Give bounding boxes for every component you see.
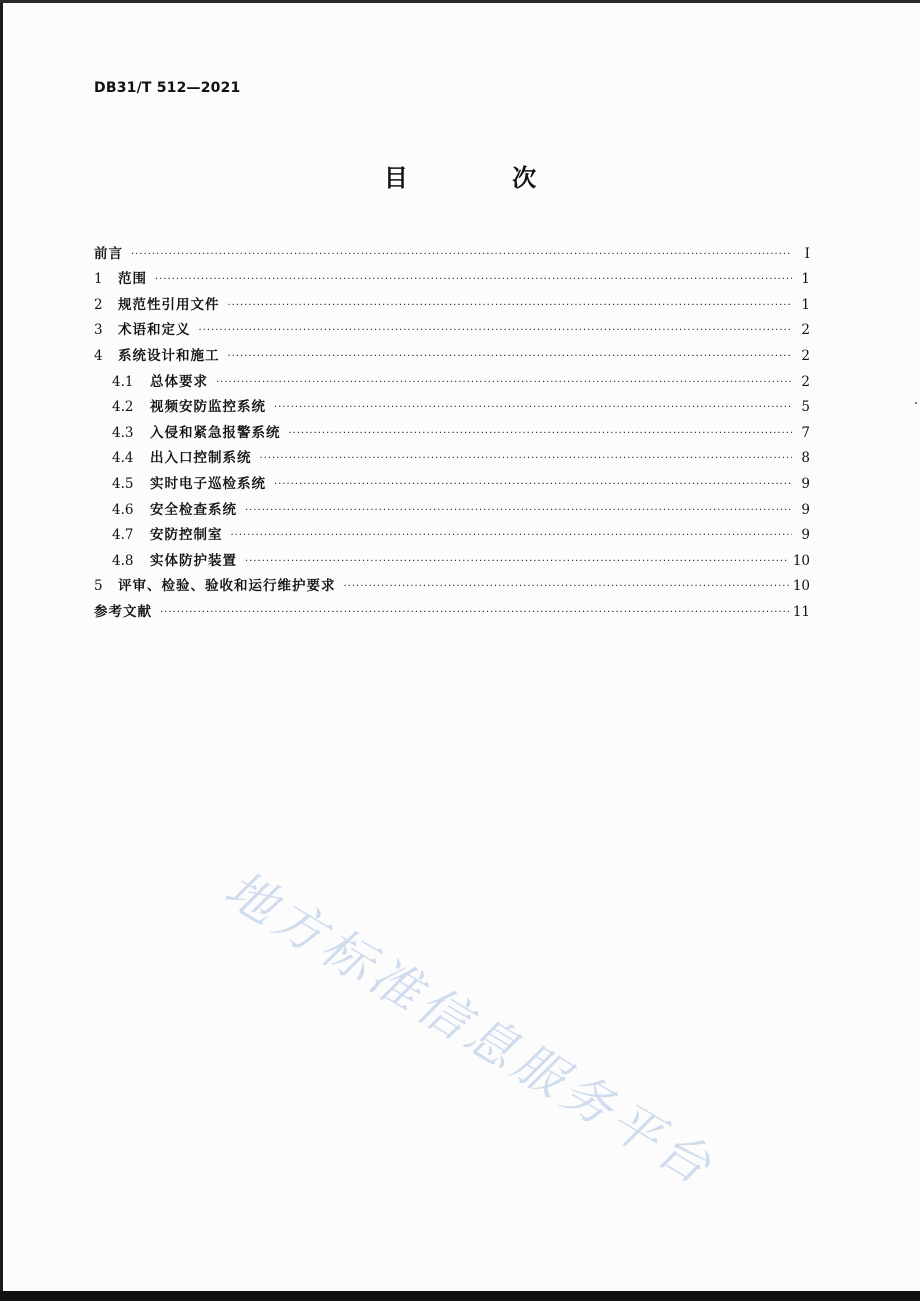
toc-dot-leader bbox=[344, 580, 789, 594]
toc-entry-title: 安防控制室 bbox=[150, 527, 223, 544]
toc-entry-page: 8 bbox=[801, 450, 810, 467]
toc-entry[interactable] bbox=[94, 390, 810, 416]
toc-dot-leader bbox=[155, 273, 792, 287]
toc-entry-number: 4.2 bbox=[112, 399, 134, 416]
toc-dot-leader bbox=[160, 606, 789, 620]
toc-entry-title: 前言 bbox=[94, 245, 123, 262]
scan-edge-left bbox=[0, 0, 3, 1301]
watermark: 地方标准信息服务平台 bbox=[215, 859, 725, 1198]
toc-entry-title: 安全检查系统 bbox=[150, 501, 237, 518]
toc-dot-leader bbox=[274, 401, 792, 415]
toc-entry[interactable] bbox=[94, 287, 810, 313]
toc-entry-number: 4.3 bbox=[112, 424, 134, 441]
toc-entry-title: 出入口控制系统 bbox=[150, 450, 252, 467]
toc-entry-number: 4.5 bbox=[112, 475, 134, 492]
toc-entry-title: 视频安防监控系统 bbox=[150, 399, 266, 416]
toc-entry-page: 1 bbox=[801, 296, 810, 313]
toc-entry-page: 9 bbox=[801, 527, 810, 544]
toc-entry-number: 4.7 bbox=[112, 527, 134, 544]
toc-entry-title: 规范性引用文件 bbox=[118, 296, 220, 313]
toc-title: 目 次 bbox=[383, 164, 585, 192]
toc-dot-leader bbox=[216, 376, 792, 390]
scan-speck bbox=[915, 402, 917, 404]
toc-entry[interactable] bbox=[94, 262, 810, 288]
toc-entry-page: 9 bbox=[801, 501, 810, 518]
toc-dot-leader bbox=[199, 324, 793, 338]
toc-dot-leader bbox=[228, 299, 793, 313]
toc-entry-number: 2 bbox=[94, 296, 103, 313]
toc-entry-number: 4.4 bbox=[112, 450, 134, 467]
toc-entry-page: 2 bbox=[801, 347, 810, 364]
toc-dot-leader bbox=[131, 248, 792, 262]
toc-entry-title: 范围 bbox=[118, 271, 147, 288]
toc-entry-number: 4.8 bbox=[112, 552, 134, 569]
scan-edge-top bbox=[0, 0, 920, 3]
toc-entry-page: 2 bbox=[801, 373, 810, 390]
toc-entry-number: 4 bbox=[94, 347, 103, 364]
scan-edge-bottom bbox=[0, 1291, 920, 1301]
toc-entry-title: 总体要求 bbox=[150, 373, 208, 390]
toc-entry[interactable] bbox=[94, 518, 810, 544]
toc-dot-leader bbox=[228, 350, 793, 364]
toc-dot-leader bbox=[231, 529, 793, 543]
toc-entry-title: 评审、检验、验收和运行维护要求 bbox=[118, 578, 336, 595]
toc-entry[interactable] bbox=[94, 441, 810, 467]
toc-entry-number: 5 bbox=[94, 578, 103, 595]
toc-entry-title: 实体防护装置 bbox=[150, 552, 237, 569]
toc-entry-page: 10 bbox=[792, 552, 810, 569]
toc-dot-leader bbox=[245, 504, 792, 518]
toc-entry[interactable] bbox=[94, 364, 810, 390]
toc-entry-page: 10 bbox=[792, 578, 810, 595]
toc-entry-page: 9 bbox=[801, 475, 810, 492]
toc-entry[interactable] bbox=[94, 415, 810, 441]
toc-entry-page: 2 bbox=[801, 322, 810, 339]
toc-entry[interactable] bbox=[94, 492, 810, 518]
toc-dot-leader bbox=[274, 478, 792, 492]
toc-entry-number: 4.1 bbox=[112, 373, 134, 390]
toc-entry-title: 术语和定义 bbox=[118, 322, 191, 339]
toc-entry[interactable] bbox=[94, 594, 810, 620]
toc-entry-page: 1 bbox=[801, 271, 810, 288]
table-of-contents bbox=[94, 236, 810, 620]
toc-entry-title: 参考文献 bbox=[94, 603, 152, 620]
toc-entry-title: 系统设计和施工 bbox=[118, 347, 220, 364]
toc-dot-leader bbox=[245, 555, 789, 569]
toc-entry-page: 11 bbox=[792, 603, 810, 620]
toc-entry-number: 1 bbox=[94, 271, 103, 288]
toc-entry[interactable] bbox=[94, 338, 810, 364]
toc-dot-leader bbox=[289, 427, 793, 441]
toc-entry[interactable] bbox=[94, 569, 810, 595]
toc-entry-title: 入侵和紧急报警系统 bbox=[150, 424, 281, 441]
toc-entry-page: I bbox=[804, 245, 810, 262]
document-code: DB31/T 512—2021 bbox=[94, 80, 241, 96]
toc-entry-title: 实时电子巡检系统 bbox=[150, 475, 266, 492]
toc-entry[interactable] bbox=[94, 313, 810, 339]
toc-entry[interactable] bbox=[94, 543, 810, 569]
toc-entry-number: 3 bbox=[94, 322, 103, 339]
toc-entry[interactable] bbox=[94, 466, 810, 492]
toc-entry-number: 4.6 bbox=[112, 501, 134, 518]
toc-entry[interactable] bbox=[94, 236, 810, 262]
toc-entry-page: 5 bbox=[801, 399, 810, 416]
toc-entry-page: 7 bbox=[801, 424, 810, 441]
toc-dot-leader bbox=[260, 452, 793, 466]
